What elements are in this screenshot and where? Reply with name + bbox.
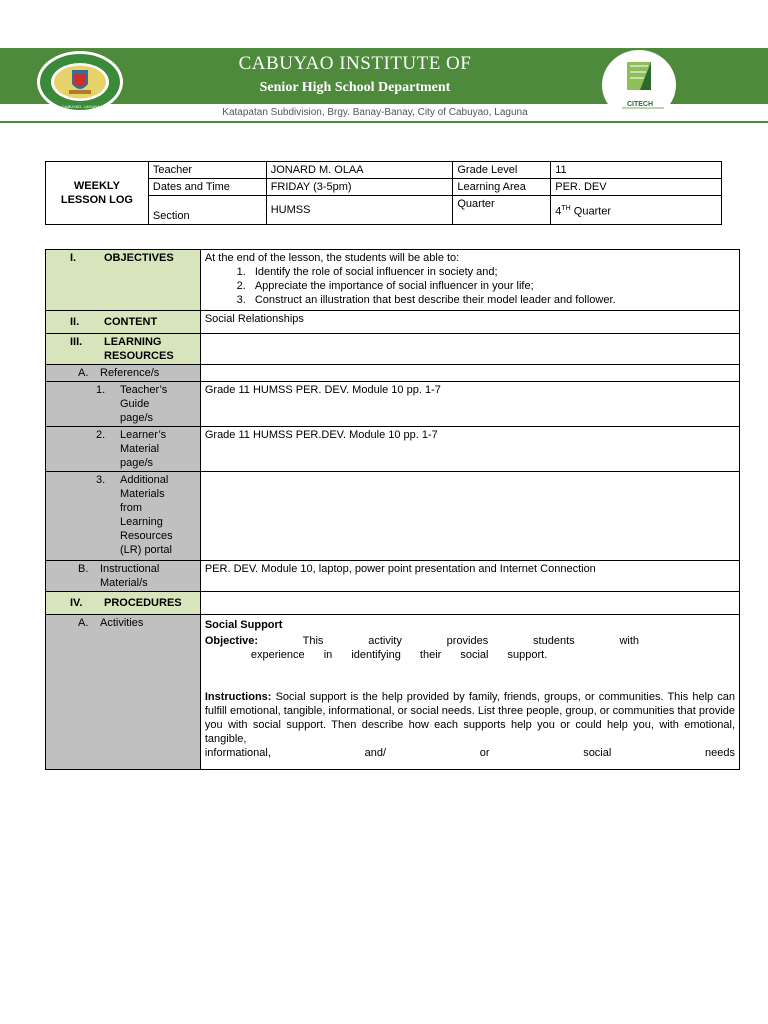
additional-materials-row: 3. Additional Materials from Learning Resources (LR) portal xyxy=(46,472,740,561)
learning-area-value: PER. DEV xyxy=(551,179,722,196)
objectives-row: I. OBJECTIVES At the end of the lesson, the students will be able to: 1. Identify the role of social influencer in society and; 2. Appreciate the importance of social influencer in your life; 3. Construct an illustration that best describe their model leader and follower. xyxy=(46,250,740,311)
objective-item: 2. Appreciate the importance of social influencer in your life; xyxy=(249,279,735,293)
objectives-list xyxy=(205,265,735,307)
weekly-lesson-log-label: WEEKLY LESSON LOG xyxy=(46,162,149,225)
procedures-label: PROCEDURES xyxy=(104,597,182,609)
references-label: Reference/s xyxy=(100,367,160,379)
instructional-materials-label: Instructional Material/s xyxy=(100,563,160,589)
activity-objective: Objective: This activity provides students with xyxy=(204,635,639,647)
section-label: Section xyxy=(148,196,266,225)
teacher-value: JONARD M. OLAA xyxy=(266,162,453,179)
learning-area-label: Learning Area xyxy=(453,179,551,196)
activity-title: Social Support xyxy=(204,619,283,631)
department-title: Senior High School Department xyxy=(259,80,451,95)
objective-item: 3. Construct an illustration that best describe their model leader and follower. xyxy=(249,293,735,307)
learning-resources-row: III. LEARNING RESOURCES xyxy=(46,334,740,365)
dates-value: FRIDAY (3-5pm) xyxy=(266,179,453,196)
school-address: Katapatan Subdivision, Brgy. Banay-Banay, City of Cabuyao, Laguna xyxy=(222,107,528,118)
content-row: II. CONTENT Social Relationships xyxy=(46,311,740,334)
activities-label: Activities xyxy=(100,617,144,629)
learners-material-row: 2. Learner’s Material page/s Grade 11 HUMSS PER.DEV. Module 10 pp. 1-7 xyxy=(46,427,740,472)
grade-level-value: 11 xyxy=(551,162,722,179)
objective-item: 1. Identify the role of social influencer in society and; xyxy=(249,265,735,279)
learning-resources-label: LEARNING RESOURCES xyxy=(104,336,174,362)
header-rule xyxy=(0,121,768,123)
citech-logo-text: CITECH xyxy=(626,101,654,108)
grade-level-label: Grade Level xyxy=(453,162,551,179)
objectives-cell xyxy=(200,250,739,311)
left-seal-text: CABUYAO, LAGUNA xyxy=(62,104,100,109)
instructional-materials-value: PER. DEV. Module 10, laptop, power point presentation and Internet Connection xyxy=(200,561,739,592)
teacher-label: Teacher xyxy=(148,162,266,179)
instructional-materials-row: B. Instructional Material/s PER. DEV. Module 10, laptop, power point presentation and Internet Connection xyxy=(46,561,740,592)
dates-label: Dates and Time xyxy=(148,179,266,196)
quarter-value: 4TH Quarter xyxy=(551,196,722,225)
activity-instructions-last-line: informational, and/ or social needs xyxy=(204,747,735,759)
references-row: A. Reference/s xyxy=(46,365,740,382)
section-value: HUMSS xyxy=(266,196,453,225)
additional-materials-label: Additional Materials from Learning Resources (LR) portal xyxy=(120,474,173,556)
activity-objective-continued: experience in identifying their social support. xyxy=(250,649,548,661)
learners-material-value: Grade 11 HUMSS PER.DEV. Module 10 pp. 1-7 xyxy=(200,427,739,472)
procedures-row: IV. PROCEDURES xyxy=(46,592,740,615)
objectives-intro: At the end of the lesson, the students will be able to: xyxy=(204,252,460,264)
objectives-label: OBJECTIVES xyxy=(104,252,174,264)
activity-instructions: Instructions: Social support is the help provided by family, friends, groups, or communities. This help can fulfill emotional, tangible, informational, or social needs. List three people, group, or communities that provide you with social support. Then describe how each supports help you or could help you, with emotional, tangible, xyxy=(204,691,735,745)
citech-logo xyxy=(602,50,676,120)
activities-row: A. Activities Social Support Objective: This activity provides students with experience in identifying their social support. Instructions: Social support is the help provided by family, friends, groups, or communities. This help can fulfill emotional, tangible, informational, or social needs. List three people, group, or communities that provide you with social support. Then describe how each supports help you or could help you, with emotional, tangible, informational, and/ or social needs xyxy=(46,615,740,770)
teachers-guide-value: Grade 11 HUMSS PER. DEV. Module 10 pp. 1-7 xyxy=(200,382,739,427)
lesson-info-table xyxy=(45,161,722,225)
quarter-label: Quarter xyxy=(453,196,551,225)
lesson-plan-table xyxy=(45,249,740,770)
institution-title: CABUYAO INSTITUTE OF xyxy=(238,53,472,74)
learners-material-label: Learner’s Material page/s xyxy=(120,429,167,469)
activities-cell xyxy=(200,615,739,770)
content-value: Social Relationships xyxy=(200,311,739,334)
teachers-guide-label: Teacher’s Guide page/s xyxy=(120,384,168,424)
teachers-guide-row: 1. Teacher’s Guide page/s Grade 11 HUMSS PER. DEV. Module 10 pp. 1-7 xyxy=(46,382,740,427)
content-label: CONTENT xyxy=(104,316,158,328)
